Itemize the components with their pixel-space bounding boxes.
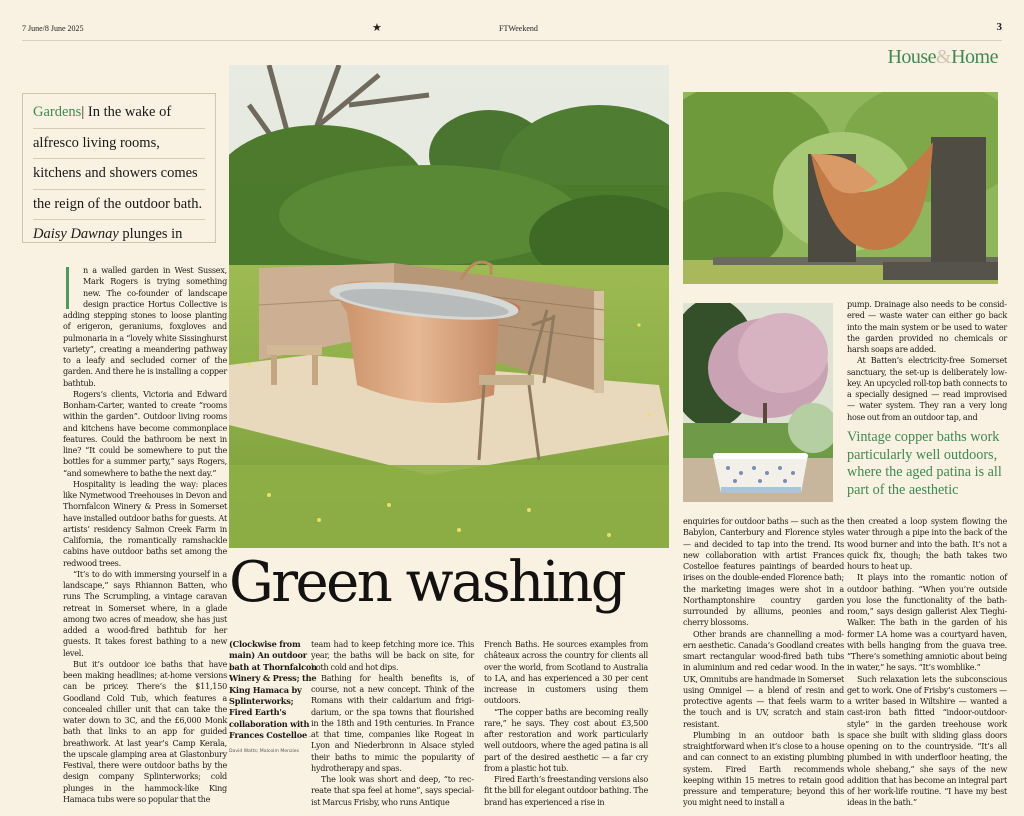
caption-text: (Clockwise from main) An outdoor bath at Thornfalcon Winery & Press; the King Hamaca by Splinterworks; Fired Earth's collaboration with Frances Costelloe [229, 639, 317, 741]
folio-divider [22, 40, 1002, 41]
body-paragraph: pump. Drainage also needs to be considered — waste water can either go back into the main system or be used to water the garden provided no chemicals or harsh soaps are added. [847, 299, 1007, 354]
headline: Green washing [229, 550, 625, 615]
issue-date: 7 June/8 June 2025 [22, 24, 84, 33]
body-paragraph: Plumbing in an outdoor bath is straightforward when it’s close to a house and can connect to an existing plumbing system. Fired Earth recommends keeping within 15 metres to retain good pressure and temperature; beyond this you might need to install a [683, 729, 844, 808]
body-paragraph: Rogers’s clients, Victoria and Edward Bonham-Carter, wanted to create “rooms within the garden”. Outdoor living rooms and kitchens have become commonplace features. Could the bathroom be next in line? “It could be somewhere to put the bottles for a summer party,” says Rogers, “and somewhere to bathe the next day.” [63, 388, 227, 478]
photo-illustration [683, 92, 998, 284]
standfirst-line: the reign of the outdoor bath. [33, 190, 205, 221]
standfirst-line: In the wake of [84, 104, 172, 120]
photo-king-hamaca [683, 92, 998, 284]
body-column-5-top [847, 299, 1007, 423]
body-paragraph: enquiries for outdoor baths — such as the Babylon, Canterbury and Florence styles — and decided to tap into the trend. Its new collaboration with artist Frances Costelloe features paintings of bearded irises on the double-ended Florence bath; the marketing images were shot in a Northamptonshire country garden surrounded by alliums, peonies and cherry blossoms. [683, 516, 844, 628]
body-column-1 [63, 265, 227, 805]
section-flag-house: House [887, 46, 937, 68]
body-paragraph: Bathing for health benefits is, of course, not a new concept. Think of the Romans with their caldarium and frigidarium, or the spa towns that flourished in the 18th and 19th centuries. In France at that time, companies like Rogeat in Lyon and Niederbronn in Alsace styled their baths to mimic the popularity of hydrotherapy and spas. [311, 672, 474, 773]
body-paragraph: team had to keep fetching more ice. This year, the baths will be back on site, for both cold and hot dips. [311, 639, 474, 672]
photo-illustration [683, 303, 833, 502]
photo-illustration [229, 65, 669, 548]
body-paragraph: “It’s to do with immersing yourself in a landscape,” says Rhiannon Batten, who runs The Scrumpling, a vintage caravan retreat in Somerset where, in a glade among two acres of meadow, she has just added a wood-fired bathtub for her guests. It takes forest bathing to a new level. [63, 568, 227, 658]
body-paragraph: It plays into the romantic notion of outdoor bathing. “When you’re outside you lose the functionality of the bathroom,” says design gallerist Alex Tieghi-Walker. The bath in the garden of his former LA home was a courtyard haven, with bells hanging from the guava tree. “There’s something amniotic about being in water,” he says. “It’s womblike.” [847, 572, 1007, 673]
body-column-2 [311, 639, 474, 808]
standfirst-line: kitchens and showers comes [33, 159, 205, 190]
body-column-3 [484, 639, 648, 808]
page-number: 3 [996, 21, 1002, 33]
body-paragraph: Hospitality is leading the way: places like Nymetwood Treehouses in Devon and Thornfalcon Winery & Press in Somerset have installed outdoor baths for guests. At artists’ residency Salmon Creek Farm in California, the romantically ramshackle cabins have outdoor baths set among the redwood trees. [63, 478, 227, 568]
body-paragraph: At Batten’s electricity-free Somerset sanctuary, the set-up is deliberately low-key. An upcycled roll-top bath connects to a specially designed — read improvised — water system. They ran a very long hose out from an outdoor tap, and [847, 355, 1007, 422]
section-kicker: Gardens [33, 104, 82, 120]
standfirst-line: alfresco living rooms, [33, 129, 205, 160]
byline-author: Daisy Dawnay [33, 226, 119, 242]
standfirst-box [22, 93, 216, 243]
page-folio [22, 22, 1002, 38]
body-paragraph: then created a loop system flowing the water through a pipe into the back of the wood burner and into the bath. It’s not a quick fix, though; the bath takes two hours to heat up. [847, 516, 1007, 571]
section-flag [887, 46, 998, 69]
dropcap-bar [66, 267, 69, 309]
body-paragraph: Fired Earth’s freestanding versions also fit the bill for elegant outdoor bathing. The brand has experienced a rise in [484, 774, 648, 807]
body-paragraph: But it’s outdoor ice baths that have been making headlines; at-home versions can be pricey. There’s the $11,150 Goodland Cold Tub, which features a concealed chiller unit that can take the water down to 3C, and the £6,000 Monk bath that links to an app for guided breathwork. At last year’s Camp Kerala, the upscale glamping area at Glastonbury Festival, there were outdoor baths by the design company Splinterworks; cold plunges in the hammock-like King Hamaca tubs were so popular that the [63, 658, 227, 804]
pull-quote: Vintage copper baths work particularly well outdoors, where the aged patina is all part of the aesthetic [847, 429, 1002, 498]
main-photo-outdoor-copper-bath [229, 65, 669, 548]
body-column-4 [683, 516, 844, 809]
publication-name: FTWeekend [499, 24, 538, 33]
body-paragraph: Such relaxation lets the subconscious get to work. One of Frisby’s customers — a writer based in Wiltshire — wanted a cast-iron bath fitted “indoor-outdoor-style” in the garden treehouse work space she built with sliding glass doors opening on to the countryside. “It’s all plumbed in with underfloor heating, the whole shebang,” she says of the new addition that has become an integral part of her work-life routine. “I have my best ideas in the bath.” [847, 673, 1007, 808]
photo-caption [229, 639, 319, 757]
body-paragraph: “The copper baths are becoming really rare,” he says. They cost about £3,500 after restoration and work particularly well outdoors, where the aged patina is all part of the desired aesthetic — a far cry from a plastic hot tub. [484, 706, 648, 773]
star-icon: ★ [372, 22, 382, 34]
body-column-5-bottom [847, 516, 1007, 809]
body-paragraph: The look was short and deep, “to recreate that spa feel at home”, says specialist Marcus Frisby, who runs Antique [311, 774, 474, 807]
body-paragraph: n a walled garden in West Sussex, Mark Rogers is trying something new. The co-founder of landscape design practice Hortus Collective is adding stepping stones to loose planting of erigeron, geraniums, foxgloves and pulmonaria in a “lovely white Sissinghurst variety”, creating a meandering pathway to a leafy and secluded corner of the garden. And there he is installing a copper bathtub. [63, 265, 227, 388]
body-paragraph: Other brands are channelling a modern aesthetic. Canada’s Goodland creates smart rectangular wood-fired bath tubs in aluminium and red cedar wood. In the UK, Omnitubs are handmade in Somerset using Omnigel — a blend of resin and protective agents — that feels warm to the touch and is UV, scratch and stain resistant. [683, 628, 844, 729]
kicker-separator: | [81, 104, 85, 120]
body-paragraph: French Baths. He sources examples from châteaux across the country for clients all over the world, from Scotland to Australia to LA, and has experienced a 30 per cent increase in customers using them outdoors. [484, 639, 648, 706]
standfirst-line: plunges in [118, 226, 183, 242]
section-flag-ampersand: & [936, 46, 952, 68]
photo-fired-earth-florence-bath [683, 303, 833, 502]
photo-credit: — David Watts; Malcolm Menzies [229, 735, 314, 754]
section-flag-home: Home [951, 46, 998, 68]
